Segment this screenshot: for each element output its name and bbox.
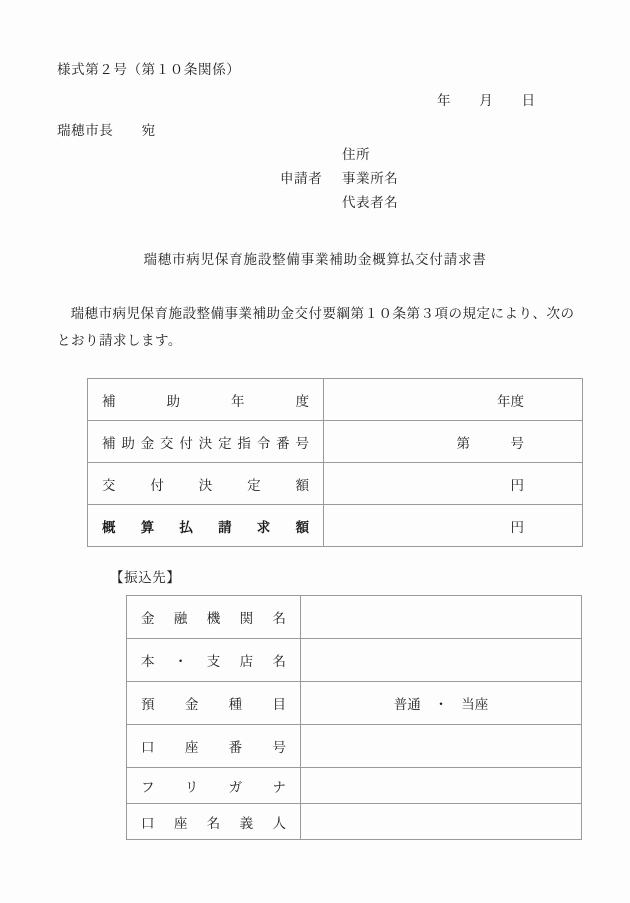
row-value: 普通 ・ 当座: [393, 697, 489, 712]
row-value: 円: [510, 519, 524, 535]
grant-value-cell[interactable]: [324, 505, 583, 547]
grant-label-cell: [88, 421, 324, 463]
applicant-representative-label: 代表者名: [342, 195, 399, 210]
table-row: [88, 421, 583, 463]
grant-value-cell[interactable]: [324, 379, 583, 421]
table-row: [127, 682, 582, 725]
row-value: [301, 652, 581, 668]
bank-value-cell[interactable]: [301, 725, 582, 768]
row-label: 補 助 年 度: [102, 393, 309, 409]
applicant-office-name-label: 事業所名: [342, 171, 399, 186]
table-row: [127, 725, 582, 768]
row-label: フ リ ガ ナ: [141, 779, 286, 795]
bank-label-cell: [127, 596, 301, 639]
table-row: [127, 639, 582, 682]
bank-value-cell[interactable]: [301, 639, 582, 682]
bank-label-cell: [127, 768, 301, 804]
grant-label-cell: [88, 463, 324, 505]
applicant-block: [280, 143, 398, 215]
applicant-tag: 申請者: [280, 171, 323, 186]
row-label: 交 付 決 定 額: [102, 477, 309, 493]
bank-value-cell[interactable]: [301, 596, 582, 639]
row-label: 預 金 種 目: [141, 697, 286, 712]
bank-value-cell[interactable]: [301, 804, 582, 840]
document-title: 瑞穂市病児保育施設整備事業補助金概算払交付請求書: [143, 252, 487, 267]
grant-label-cell: [88, 505, 324, 547]
row-value: [301, 778, 581, 794]
row-label: 本 ・ 支 店 名: [141, 654, 286, 669]
grant-value-cell[interactable]: [324, 421, 583, 463]
table-row: [88, 379, 583, 421]
form-number: 様式第２号（第１０条関係）: [57, 62, 241, 77]
bank-label-cell: [127, 725, 301, 768]
row-label: 補 助 金 交 付 決 定 指 令 番 号: [102, 435, 309, 451]
row-value: [301, 814, 581, 830]
bank-value-cell[interactable]: [301, 682, 582, 725]
table-row: [88, 463, 583, 505]
row-label: 口 座 名 義 人: [141, 815, 286, 831]
row-label: 金 融 機 関 名: [141, 611, 286, 626]
row-label: 概 算 払 請 求 額: [102, 519, 309, 535]
grant-value-cell[interactable]: [324, 463, 583, 505]
bank-value-cell[interactable]: [301, 768, 582, 804]
applicant-address-label: 住所: [342, 147, 371, 162]
bank-label-cell: [127, 804, 301, 840]
row-value: 円: [510, 477, 524, 493]
row-value: [301, 738, 581, 754]
grant-details-table: [87, 378, 583, 547]
addressee-line: 瑞穂市長 宛: [57, 123, 156, 138]
row-value: 第 号: [456, 435, 524, 451]
bank-label-cell: [127, 682, 301, 725]
table-row: [88, 505, 583, 547]
applicant-office-row: [280, 167, 398, 191]
bank-label-cell: [127, 639, 301, 682]
bank-transfer-table: [126, 595, 582, 840]
table-row: [127, 804, 582, 840]
row-value: 年度: [497, 393, 524, 409]
grant-label-cell: [88, 379, 324, 421]
row-label: 口 座 番 号: [141, 740, 286, 755]
applicant-representative-row: [280, 191, 398, 215]
table-row: [127, 596, 582, 639]
date-line: 年 月 日: [437, 93, 536, 108]
body-paragraph: 瑞穂市病児保育施設整備事業補助金交付要綱第１０条第３項の規定により、次のとおり請求します。: [57, 306, 575, 348]
table-row: [127, 768, 582, 804]
applicant-address-row: [280, 143, 398, 167]
bank-section-heading: 【振込先】: [110, 570, 181, 585]
row-value: [301, 609, 581, 625]
